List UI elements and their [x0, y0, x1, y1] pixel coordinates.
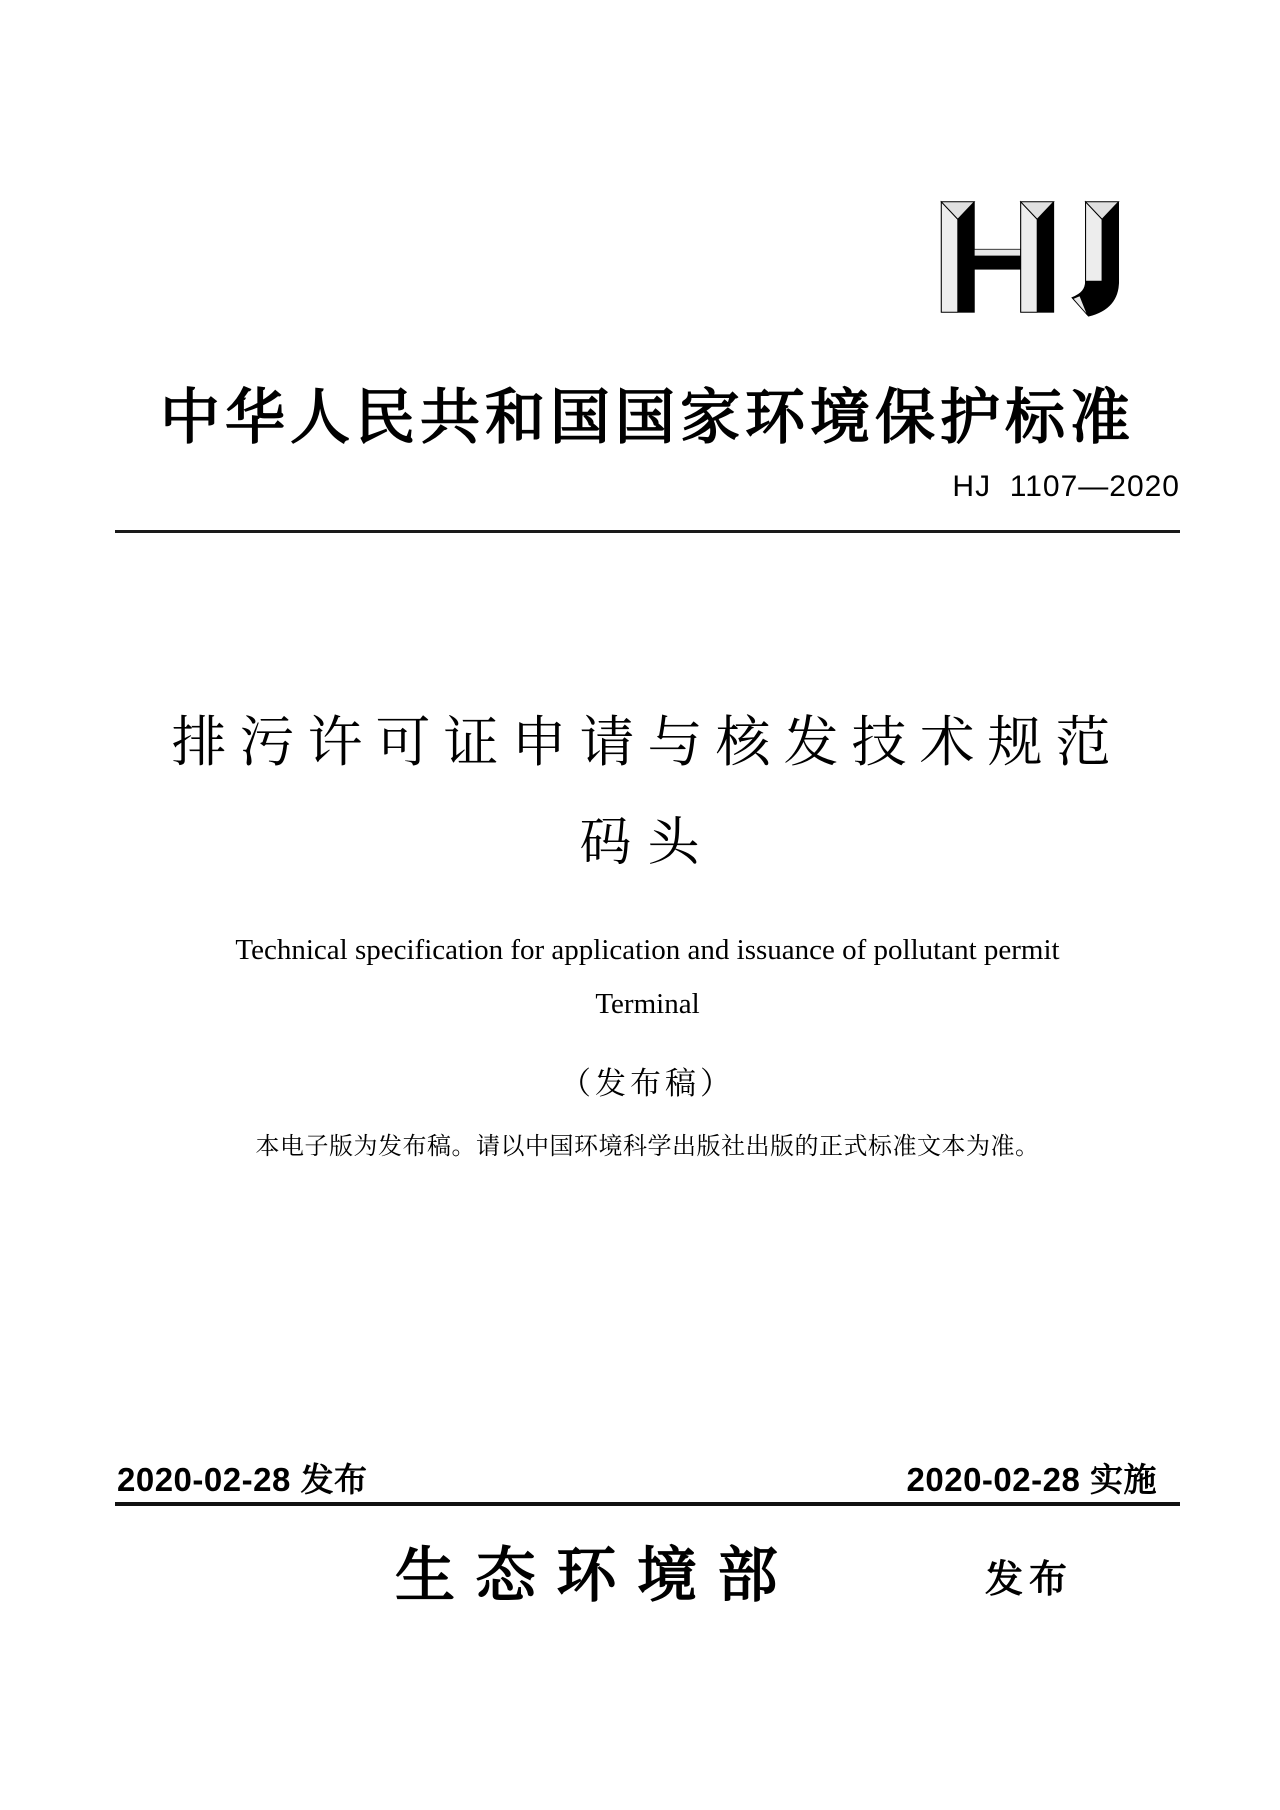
title-en-sub: Terminal	[595, 988, 700, 1020]
standard-number: HJ 1107—2020	[952, 470, 1180, 503]
publish-date: 2020-02-28 发布	[117, 1461, 368, 1498]
nation-standard-title: 中华人民共和国国家环境保护标准	[160, 384, 1135, 451]
title-cn-sub: 码头	[579, 814, 716, 872]
implement-date: 2020-02-28 实施	[906, 1461, 1157, 1498]
hj-logo-icon	[940, 196, 1146, 318]
bottom-divider-line	[115, 1502, 1180, 1506]
ministry-name: 生 态 环 境 部	[395, 1542, 780, 1609]
top-divider-line	[115, 530, 1180, 533]
title-en-main: Technical specification for application and issuance of pollutant permit	[235, 934, 1060, 966]
issue-label: 发布	[985, 1559, 1074, 1601]
disclaimer-text: 本电子版为发布稿。请以中国环境科学出版社出版的正式标准文本为准。	[255, 1134, 1040, 1160]
title-cn-main: 排污许可证申请与核发技术规范	[171, 711, 1124, 773]
edition-note: （发布稿）	[560, 1066, 735, 1101]
